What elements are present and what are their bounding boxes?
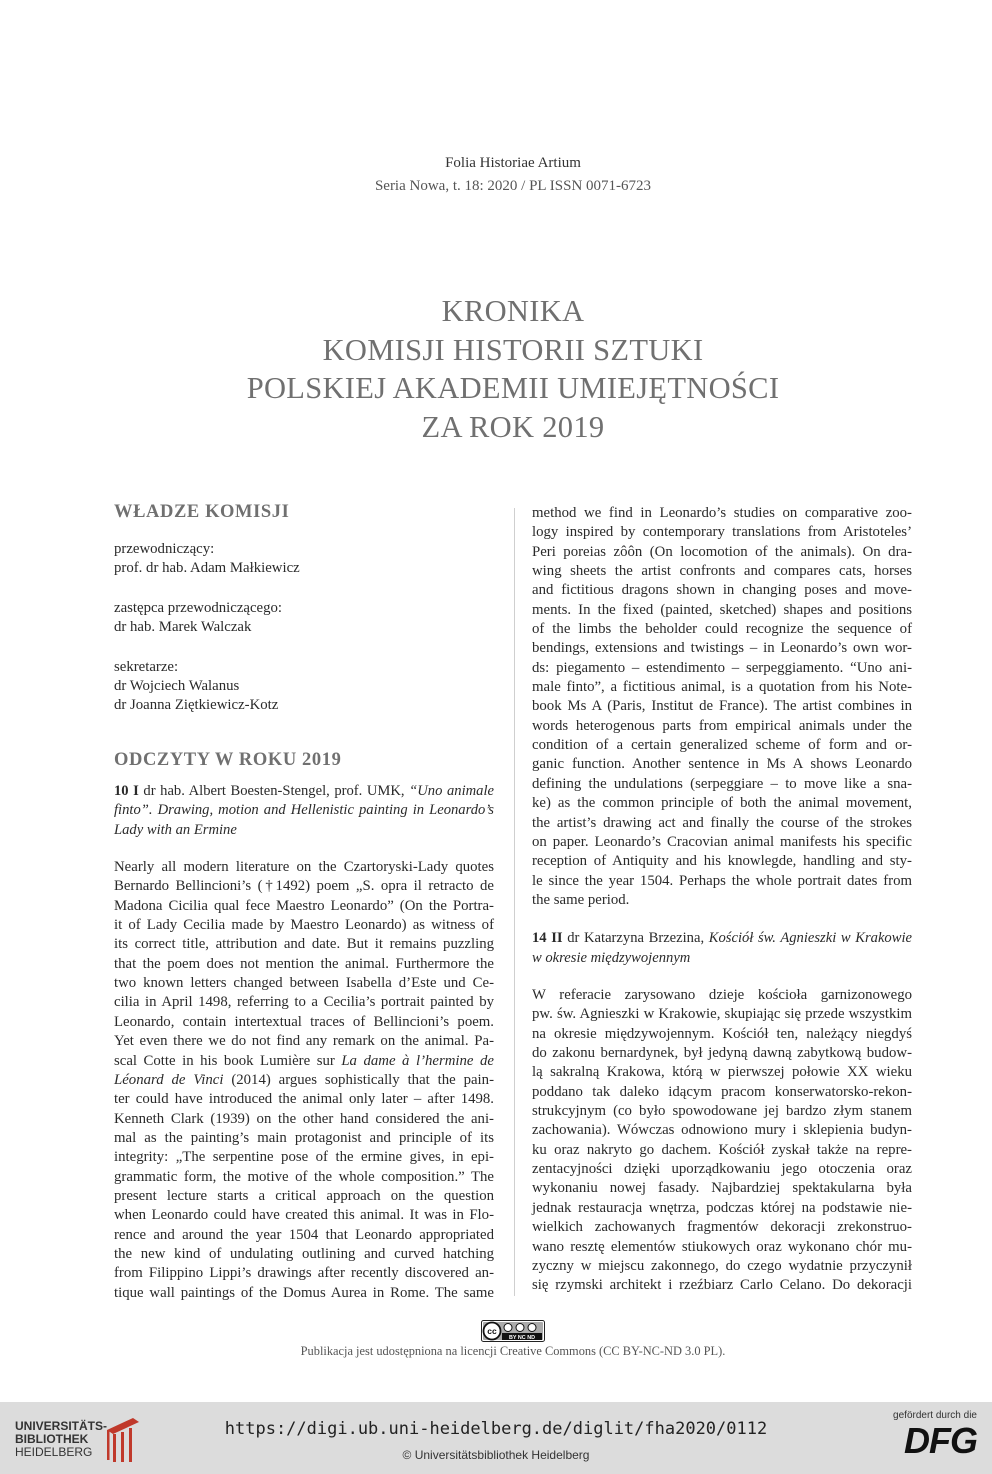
text-line: jednak restauracja wnętrza, podczas której na podstawie nie- <box>532 1199 912 1216</box>
chair-block <box>114 540 494 579</box>
lecture-title: finto”. Drawing, motion and Hellenistic painting in Leonardo’s <box>114 802 494 819</box>
text-fragment: (2014) argues sophistically that the pain- <box>223 1071 494 1088</box>
text-line: le since the year 1504. Perhaps the whole portrait dates from <box>532 872 912 889</box>
text-line: ments. In the fixed (painted, sketched) shapes and positions <box>532 601 912 618</box>
text-line: Peri poreias zôôn (On locomotion of the animals). On dra- <box>532 543 912 560</box>
text-line: its correct title, attribution and date. But it remains puzzling <box>114 936 494 953</box>
text-line: W referacie zarysowano dzieje kościoła garnizonowego <box>532 987 912 1004</box>
text-line: tique wall paintings of the Domus Aurea in Rome. The same <box>114 1284 494 1301</box>
book-title: La dame à l’hermine de <box>341 1052 494 1069</box>
logo-text: BIBLIOTHEK <box>15 1432 89 1446</box>
text-line: words heterogenous parts from empirical animals under the <box>532 717 912 734</box>
text-line: condition of a certain generalized scheme of form and or- <box>532 737 912 754</box>
right-column <box>532 504 912 1296</box>
text-line: zentacyjności dzięki uporządkowaniu jego otoczenia oraz <box>532 1161 912 1178</box>
text-line: poddano tak daleko idącym pracom konserwatorsko-rekon- <box>532 1083 912 1100</box>
text-line: do zakonu bernardynek, był jedyną dawną zabytkową budow- <box>532 1045 912 1062</box>
text-line: of the limbs the beholder could recognize the sequence of <box>532 621 912 638</box>
text-line: the artist’s drawing act and finally the course of the strokes <box>532 814 912 831</box>
text-line: cilia in April 1498, referring to a Cecilia’s portrait painted by <box>114 994 494 1011</box>
column-divider <box>514 508 515 1296</box>
text-line: bendings, extensions and twistings – in Leonardo’s own wor- <box>532 640 912 657</box>
lecture-abstract <box>532 986 912 1296</box>
text-line: rence and around the year 1504 that Leonardo appropriated <box>114 1226 494 1243</box>
text-line: it of Lady Cecilia made by Maestro Leonardo) as witness of <box>114 917 494 934</box>
text-line: ter could have introduced the animal only later – after 1498. <box>114 1091 494 1108</box>
title-line: ZA ROK 2019 <box>421 409 605 444</box>
text-line: Nearly all modern literature on the Czartoryski-Lady quotes <box>114 859 494 876</box>
lecture-title: “Uno animale <box>409 782 494 799</box>
logo-text: UNIVERSITÄTS- <box>15 1419 108 1433</box>
text-line: male finto”, a fictitious animal, is a quotation from his Note- <box>532 679 912 696</box>
text-line: Leonardo, contain intertextual traces of Bellincioni’s poem. <box>114 1013 494 1030</box>
text-line: wing sheets the artist confronts and compares cats, horses <box>532 563 912 580</box>
section-heading-lectures: ODCZYTY W ROKU 2019 <box>114 749 342 770</box>
logo-text: HEIDELBERG <box>15 1445 93 1459</box>
sponsor-caption: gefördert durch die <box>893 1410 977 1421</box>
text-line: ganic function. Another sentence in Ms A shows Leonardo <box>532 756 912 773</box>
text-line: book Ms A (Paris, Institut de France). The artist combines in <box>532 698 912 715</box>
title-line: KOMISJI HISTORII SZTUKI <box>322 332 704 367</box>
lecture-title: Lady with an Ermine <box>114 821 237 838</box>
text-line: Yet even there we do not find any remark on the animal. Pa- <box>114 1033 494 1050</box>
lecture-date: 10 I <box>114 782 139 799</box>
lecture-title: w okresie międzywojennym <box>532 949 691 966</box>
left-column <box>114 502 494 1303</box>
journal-name: Folia Historiae Artium <box>445 155 581 171</box>
text-line: grammatic form, the motive of the whole composition.” The <box>114 1168 494 1185</box>
text-line: the new kind of undulating outlining and curved hatching <box>114 1245 494 1262</box>
secretaries-block <box>114 658 494 716</box>
text-line: that the poem does not mention the animal. Furthermore the <box>114 955 494 972</box>
text-line: mal as the painting’s main protagonist and principle of its <box>114 1129 494 1146</box>
page-title <box>0 292 992 446</box>
text-line: integrity: „The serpentine pose of the ermine gives, in epi- <box>114 1149 494 1166</box>
text-line: się rzymski architekt i rzeźbiarz Carlo Celano. Do dekoracji <box>532 1277 912 1294</box>
deputy-block <box>114 599 494 638</box>
text-line <box>114 1071 494 1090</box>
text-line: Kenneth Clark (1939) on the other hand considered the ani- <box>114 1110 494 1127</box>
text-line: defining the undulations (serpeggiare – to move like a sna- <box>532 775 912 792</box>
journal-series: Seria Nowa, t. 18: 2020 / PL ISSN 0071-6723 <box>374 178 652 194</box>
role-label: zastępca przewodniczącego: <box>114 599 283 616</box>
text-line: wano resztę elementów stiukowych oraz wykonano chór mu- <box>532 1238 912 1255</box>
text-line: wielkich zachowanych fragmentów dekoracji zrekonstruo- <box>532 1219 912 1236</box>
text-fragment: scal Cotte in his book Lumière sur <box>114 1052 342 1069</box>
text-line: reception of Antiquity and his knowlegde, handling and sty- <box>532 853 912 870</box>
role-label: sekretarze: <box>114 658 179 675</box>
text-line: Madona Cicilia qual fece Maestro Leonardo” (On the Portra- <box>114 897 494 914</box>
lecture-abstract <box>114 858 494 1303</box>
cc-badge-text: BY NC ND <box>509 1335 535 1341</box>
sponsor-logo-text: DFG <box>904 1420 977 1461</box>
text-line: and fictitious dragons shown in changing poses and move- <box>532 582 912 599</box>
text-line: present lecture starts a critical approach on the question <box>114 1187 494 1204</box>
text-line: from Filippino Lippi’s drawings after recently discovered an- <box>114 1265 494 1282</box>
text-line: lą sakralną Krakowa, którą w pierwszej połowie XX wieku <box>532 1064 912 1081</box>
role-label: przewodniczący: <box>114 541 215 557</box>
lecture-title: Kościół św. Agnieszki w Krakowie <box>708 930 912 947</box>
title-line: KRONIKA <box>441 294 585 328</box>
page-url-link[interactable]: https://digi.ub.uni-heidelberg.de/diglit/fha2020/0112 <box>224 1419 768 1439</box>
lecture-heading <box>114 782 494 840</box>
lecture-heading <box>532 929 912 968</box>
lecture-author: dr hab. Albert Boesten-Stengel, prof. UMK, <box>138 782 410 799</box>
text-line: strukcyjnym (co było spowodowane jej bardzo złym stanem <box>532 1103 912 1120</box>
text-line: method we find in Leonardo’s studies on comparative zoo- <box>532 505 912 521</box>
license-note: Publikacja jest udostępniona na licencji Creative Commons (CC BY-NC-ND 3.0 PL). <box>300 1344 726 1358</box>
text-line: Bernardo Bellincioni’s (†1492) poem „S. opra il retracto de <box>114 878 494 895</box>
text-line: two known letters changed between Isabella d’Este und Ce- <box>114 975 494 992</box>
text-line: the same period. <box>532 891 630 908</box>
text-line <box>114 1052 494 1071</box>
cc-license-icon[interactable] <box>481 1320 545 1342</box>
text-line: wykonaniu nowej fasady. Najbardziej spektakularna była <box>532 1180 912 1197</box>
text-line: zachowania). Wówczas odnowiono mury i sklepienia budyn- <box>532 1122 912 1139</box>
text-line: na okresie międzywojennym. Kościół ten, należący niegdyś <box>532 1025 912 1042</box>
text-line: when Leonardo could have created this animal. It was in Flo- <box>114 1207 494 1224</box>
person-name: prof. dr hab. Adam Małkiewicz <box>114 560 300 577</box>
lecture-author: dr Katarzyna Brzezina, <box>562 930 709 947</box>
text-line: ds: piegamento – estendimento – serpeggiamento. “Uno ani- <box>532 659 912 676</box>
text-line: ku oraz nakryto go dachem. Kościół zyskał także na repre- <box>532 1141 912 1158</box>
text-line: on paper. Leonardo’s Cracovian animal manifests his specific <box>532 833 912 850</box>
text-line: ke) as the common principle of both the animal movement, <box>532 795 912 812</box>
person-name: dr Wojciech Walanus <box>114 678 240 695</box>
footer-bar <box>0 1402 992 1474</box>
section-heading-authorities: WŁADZE KOMISJI <box>114 502 290 522</box>
title-line: POLSKIEJ AKADEMII UMIEJĘTNOŚCI <box>246 371 780 406</box>
text-line: zyczny w miejscu zakonnego, do czego wydatnie przyczynił <box>532 1257 912 1274</box>
text-line: logy inspired by contemporary translations from Aristoteles’ <box>532 524 912 541</box>
person-name: dr hab. Marek Walczak <box>114 619 252 636</box>
book-title: Léonard de Vinci <box>114 1071 224 1088</box>
lecture-abstract-continued <box>532 504 912 910</box>
copyright-notice: © Universitätsbibliothek Heidelberg <box>402 1448 590 1462</box>
lecture-date: 14 II <box>532 930 563 947</box>
dfg-logo[interactable] <box>877 1410 977 1468</box>
text-line: pw. św. Agnieszki w Krakowie, skupiając się przede wszystkim <box>532 1006 912 1023</box>
svg-text:cc: cc <box>487 1326 497 1337</box>
person-name: dr Joanna Ziętkiewicz-Kotz <box>114 697 279 714</box>
